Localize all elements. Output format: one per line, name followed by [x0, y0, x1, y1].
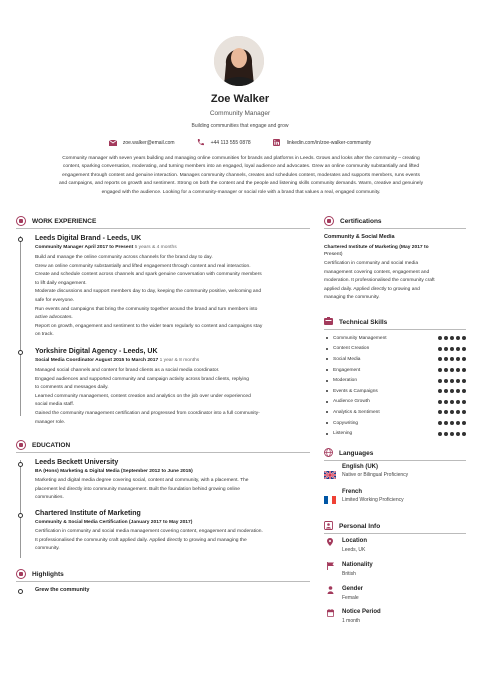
timeline-dot: [18, 589, 23, 594]
skill-row: [326, 344, 466, 355]
description-line: moderation. It professionalised the community craft: [324, 278, 435, 284]
skill-name: [326, 346, 369, 351]
graduation-cap-icon: [16, 440, 26, 450]
job-title: Leeds Digital Brand - Leeds, UK: [35, 235, 142, 242]
education-heading: [16, 440, 70, 450]
language-item: [324, 489, 404, 503]
language-item: [324, 464, 408, 478]
job-entry: [35, 235, 310, 340]
skill-rating: [438, 357, 466, 361]
rating-dot: [438, 368, 442, 372]
certifications-heading: [324, 216, 382, 226]
divider: [324, 460, 466, 461]
linkedin-text: linkedin.com/in/zoe-walker-community: [286, 139, 372, 146]
timeline-line: [20, 236, 21, 416]
info-label: Notice Period: [342, 609, 381, 615]
rating-dot: [450, 432, 454, 436]
rating-dot: [438, 357, 442, 361]
description-line: It professionalised the community craft applied daily. Applied directly to growing and managing the: [35, 537, 247, 543]
skill-label: Copywriting: [333, 420, 359, 426]
personal-info-heading: [324, 521, 380, 532]
email-icon: [109, 139, 117, 146]
skill-label: Analytics & Sentiment: [333, 409, 380, 415]
rating-dot: [438, 421, 442, 425]
description-line: Moderate discussions and support members day to day, keeping the community positive, welcoming and: [35, 289, 262, 295]
skill-rating: [438, 410, 466, 414]
work-experience-heading: [16, 216, 96, 226]
description-line: Engaged audiences and supported community and campaign activity across brand clients, replying: [35, 376, 249, 382]
description-line: safe for everyone.: [35, 297, 75, 303]
description-line: to comments and messages daily.: [35, 385, 109, 391]
rating-dot: [462, 379, 466, 383]
skill-label: Listening: [333, 431, 353, 437]
rating-dot: [450, 368, 454, 372]
skill-name: [326, 410, 380, 415]
rating-dot: [444, 400, 448, 404]
timeline-line: [20, 460, 21, 558]
divider: [16, 581, 310, 582]
rating-dot: [462, 357, 466, 361]
skills-icon: [324, 317, 333, 327]
skill-row: [326, 418, 466, 429]
rating-dot: [450, 400, 454, 404]
skill-row: [326, 428, 466, 439]
divider: [16, 228, 310, 229]
divider: [324, 533, 466, 534]
rating-dot: [450, 347, 454, 351]
technical-skills-heading: [324, 317, 387, 327]
description-line: social media staff.: [35, 402, 75, 408]
skills-list: [326, 333, 466, 439]
job-duration: 1 year & 8 months: [159, 358, 200, 363]
linkedin-icon: [273, 139, 281, 146]
certification-entry: [324, 234, 469, 303]
language-name: English (UK): [342, 464, 378, 470]
school-name: Chartered Institute of Marketing: [35, 510, 141, 517]
summary-line: engagement through content and genuine interaction. Manages community channels, creates and schedules content, moderates and supports members, runs events: [62, 172, 420, 178]
description-line: manager role.: [35, 419, 66, 425]
skill-row: [326, 375, 466, 386]
rating-dot: [462, 410, 466, 414]
skill-rating: [438, 336, 466, 340]
rating-dot: [438, 389, 442, 393]
timeline-dot: [18, 462, 23, 467]
rating-dot: [456, 421, 460, 425]
phone-icon: [197, 139, 205, 146]
summary-line: and campaigns, and reports on growth and sentiment. Strong on both the content and the people and listening skills community demands. Warm, creative and genuinely: [58, 181, 424, 187]
rating-dot: [462, 389, 466, 393]
education-entry: [35, 510, 310, 554]
certification-issuer: [324, 244, 469, 258]
contact-bar: [0, 139, 480, 146]
section-title: Certifications: [340, 217, 382, 225]
info-label: Gender: [342, 586, 364, 592]
rating-dot: [444, 347, 448, 351]
description-line: Gained the community management certification and progressed from coordinator into a full community-: [35, 410, 260, 416]
skill-row: [326, 354, 466, 365]
rating-dot: [456, 357, 460, 361]
languages-heading: [324, 448, 373, 459]
email-contact[interactable]: [109, 139, 175, 146]
job-position: Community Manager April 2017 to Present: [35, 245, 134, 250]
phone-contact[interactable]: [197, 139, 251, 146]
rating-dot: [462, 368, 466, 372]
tagline: Building communities that engage and grow: [191, 123, 289, 129]
skill-label: Events & Campaigns: [333, 388, 378, 394]
rating-dot: [456, 379, 460, 383]
highlights-heading: [16, 569, 64, 579]
skill-rating: [438, 347, 466, 351]
degree: BA (Hons) Marketing & Digital Media (September 2012 to June 2015): [35, 469, 193, 474]
certification-name: Community & Social Media: [324, 234, 395, 240]
rating-dot: [438, 410, 442, 414]
phone-text: +44 113 555 0878: [210, 139, 251, 146]
section-title: Languages: [339, 450, 374, 457]
info-value: British: [342, 571, 356, 577]
skill-name: [326, 378, 357, 383]
description-line: communities.: [35, 495, 64, 501]
education-description: [35, 477, 310, 503]
rating-dot: [444, 368, 448, 372]
skill-rating: [438, 421, 466, 425]
personal-notice-period: [326, 609, 381, 624]
rating-dot: [450, 336, 454, 340]
email-text: zoe.walker@email.com: [122, 139, 175, 146]
rating-dot: [456, 410, 460, 414]
rating-dot: [462, 432, 466, 436]
rating-dot: [450, 357, 454, 361]
section-title: Technical Skills: [339, 318, 388, 326]
skill-name: [326, 431, 352, 436]
rating-dot: [456, 347, 460, 351]
issuer-line: Chartered Institute of Marketing (May 2017 to: [324, 245, 429, 250]
job-subtitle: [35, 245, 310, 250]
description-line: Managed social channels and content for brand clients as a social media coordinator.: [35, 368, 220, 373]
skill-rating: [438, 389, 466, 393]
description-line: managing the community.: [324, 295, 380, 301]
description-line: active advocates.: [35, 315, 73, 321]
school-name: Leeds Beckett University: [35, 459, 119, 466]
rating-dot: [444, 357, 448, 361]
skill-name: [326, 336, 387, 341]
info-value: 1 month: [342, 618, 361, 624]
description-line: Grew an online community substantially and lifted engagement through content and real interaction.: [35, 263, 251, 269]
job-duration: 5 years & 4 months: [134, 245, 177, 250]
rating-dot: [444, 336, 448, 340]
divider: [324, 228, 466, 229]
highlight-item: Grew the community: [35, 587, 90, 593]
job-position: Social Media Coordinator August 2015 to March 2017: [35, 358, 159, 363]
job-description: [35, 254, 310, 340]
section-title: Personal Info: [339, 523, 381, 530]
skill-name: [326, 368, 360, 373]
bullet-icon: [326, 380, 328, 382]
bullet-icon: [326, 422, 328, 424]
language-name: French: [342, 489, 363, 495]
skill-rating: [438, 432, 466, 436]
skill-name: [326, 389, 378, 394]
description-line: Certification in community and social media management covering content, engagement and moderation.: [35, 529, 263, 534]
linkedin-contact[interactable]: [273, 139, 371, 146]
rating-dot: [450, 379, 454, 383]
timeline-dot: [18, 350, 23, 355]
calendar-icon: [326, 609, 334, 617]
globe-icon: [324, 448, 333, 459]
rating-dot: [444, 379, 448, 383]
description-line: Run events and campaigns that bring the community together around the brand and turn members into: [35, 306, 258, 312]
megaphone-icon: [16, 569, 26, 579]
rating-dot: [462, 400, 466, 404]
rating-dot: [438, 336, 442, 340]
personal-gender: [326, 586, 363, 601]
person-icon: [326, 586, 334, 594]
skill-rating: [438, 400, 466, 404]
job-entry: [35, 348, 310, 427]
bullet-icon: [326, 337, 328, 339]
rating-dot: [456, 336, 460, 340]
personal-nationality: [326, 562, 373, 577]
degree: Community & Social Media Certification (January 2017 to May 2017): [35, 520, 193, 525]
certificate-icon: [324, 216, 334, 226]
skill-row: [326, 397, 466, 408]
certification-description: [324, 260, 469, 303]
skill-rating: [438, 368, 466, 372]
description-line: placement led directly into community management. Built the foundation behind growing online: [35, 486, 240, 492]
id-card-icon: [324, 521, 333, 532]
job-description: [35, 367, 310, 427]
bullet-icon: [326, 369, 328, 371]
skill-row: [326, 386, 466, 397]
skill-label: Social Media: [333, 356, 361, 362]
rating-dot: [450, 421, 454, 425]
info-label: Nationality: [342, 562, 373, 568]
france-flag-icon: [324, 491, 336, 499]
skill-row: [326, 365, 466, 376]
section-title: WORK EXPERIENCE: [32, 217, 97, 225]
rating-dot: [444, 421, 448, 425]
personal-location: [326, 538, 367, 553]
language-level: Native or Bilingual Proficiency: [342, 472, 409, 478]
description-line: Marketing and digital media degree covering social, content and community, with a placement. The: [35, 478, 249, 483]
location-icon: [326, 538, 334, 546]
flag-icon: [326, 562, 334, 570]
rating-dot: [444, 389, 448, 393]
info-label: Location: [342, 538, 367, 544]
info-value: Leeds, UK: [342, 547, 366, 553]
job-title: Yorkshire Digital Agency - Leeds, UK: [35, 348, 158, 355]
skill-name: [326, 357, 360, 362]
education-entry: [35, 459, 310, 503]
description-line: Build and manage the online community across channels for the brand day to day.: [35, 255, 213, 260]
section-title: Highlights: [32, 570, 64, 578]
education-description: [35, 528, 310, 554]
rating-dot: [438, 379, 442, 383]
rating-dot: [438, 432, 442, 436]
skill-name: [326, 399, 370, 404]
description-line: Report on growth, engagement and sentiment to the wider team regularly so content and campaigns stay: [35, 323, 263, 329]
rating-dot: [462, 421, 466, 425]
rating-dot: [438, 400, 442, 404]
rating-dot: [450, 410, 454, 414]
rating-dot: [450, 389, 454, 393]
rating-dot: [444, 410, 448, 414]
skill-label: Content Creation: [333, 346, 370, 352]
summary-line: Community manager with seven years building and managing online communities for brands and platforms in Leeds. Grows and looks after the community – creating: [62, 156, 420, 161]
timeline-dot: [18, 237, 23, 242]
bullet-icon: [326, 348, 328, 350]
description-line: community.: [35, 546, 60, 552]
rating-dot: [456, 432, 460, 436]
rating-dot: [462, 336, 466, 340]
bullet-icon: [326, 433, 328, 435]
skill-label: Moderation: [333, 378, 357, 384]
section-title: EDUCATION: [32, 441, 71, 449]
job-role: Community Manager: [209, 110, 271, 117]
skill-row: [326, 333, 466, 344]
rating-dot: [456, 400, 460, 404]
description-line: management covering content, engagement and: [324, 269, 430, 275]
rating-dot: [456, 368, 460, 372]
professional-summary: [26, 155, 456, 197]
rating-dot: [444, 432, 448, 436]
description-line: on track.: [35, 332, 54, 338]
bullet-icon: [326, 401, 328, 403]
person-name: Zoe Walker: [210, 93, 270, 105]
bullet-icon: [326, 411, 328, 413]
skill-name: [326, 421, 358, 426]
rating-dot: [438, 347, 442, 351]
rating-dot: [462, 347, 466, 351]
bullet-icon: [326, 390, 328, 392]
description-line: applied daily. Applied directly to growing and: [324, 286, 420, 292]
skill-label: Engagement: [333, 367, 361, 373]
skill-row: [326, 407, 466, 418]
description-line: to lift daily engagement.: [35, 280, 87, 286]
issuer-line: Present): [324, 252, 343, 257]
uk-flag-icon: [324, 466, 336, 474]
summary-line: content, sparking conversation, moderating, and turning members into an engaged, loyal audience and advocates. Grew an online community substantially and lifted: [62, 164, 420, 170]
info-value: Female: [342, 595, 359, 601]
briefcase-icon: [16, 216, 26, 226]
skill-rating: [438, 379, 466, 383]
skill-label: Community Management: [333, 335, 387, 341]
profile-photo: [214, 36, 264, 86]
summary-line: engaged with the audience. Looking for a community-manager or social role with a brand that values a real, engaged community.: [101, 189, 381, 195]
description-line: Certification in community and social media: [324, 261, 419, 266]
job-subtitle: [35, 358, 310, 363]
divider: [324, 329, 466, 330]
description-line: Learned community management, content creation and analytics on the job over under experienced: [35, 393, 251, 399]
timeline-dot: [18, 513, 23, 518]
skill-label: Audience Growth: [333, 399, 370, 405]
language-level: Limited Working Proficiency: [342, 497, 404, 503]
bullet-icon: [326, 358, 328, 360]
rating-dot: [456, 389, 460, 393]
divider: [16, 452, 310, 453]
description-line: Create and schedule content across channels and spark genuine conversation with community members: [35, 272, 262, 278]
